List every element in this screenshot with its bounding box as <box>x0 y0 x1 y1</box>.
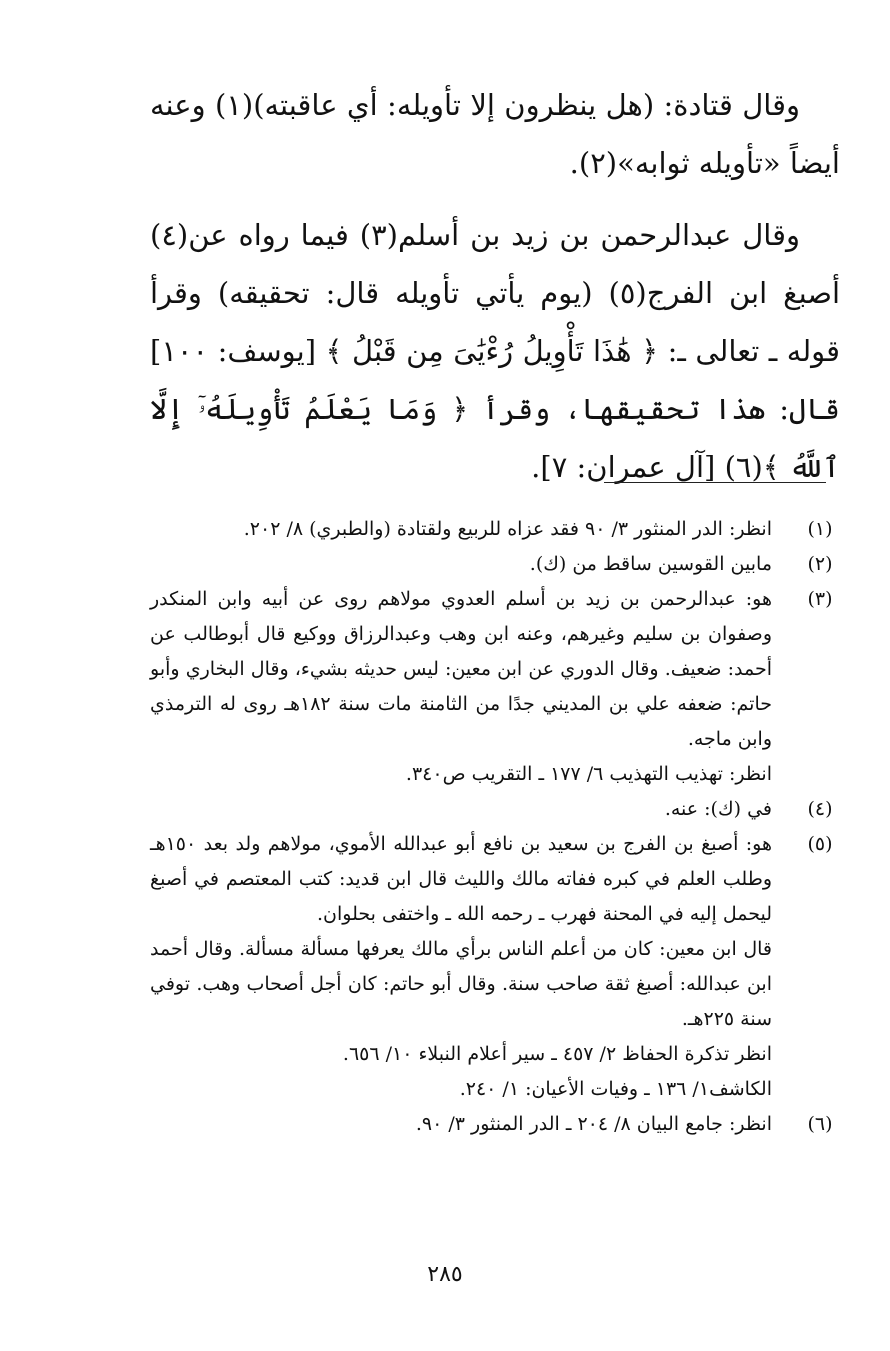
footnote-6 <box>150 1107 840 1142</box>
footnote-5 <box>150 827 840 1107</box>
footnote-number: (٤) <box>807 798 833 820</box>
footnotes <box>150 512 840 1142</box>
footnote-text: انظر: الدر المنثور ٣/ ٩٠ فقد عزاه للربيع ولقتادة (والطبري) ٨/ ٢٠٢. <box>243 518 772 540</box>
paragraph-abdulrahman: وقال عبدالرحمن بن زيد بن أسلم(٣) فيما رواه عن(٤) أصبغ ابن الفرج(٥) (يوم يأتي تأويله قال: تحقيقه) وقرأ قوله ـ تعالى ـ: ﴿ هَٰذَا تَأْوِيلُ رُءْيَٰىَ مِن قَبْلُ ﴾ [يوسف: ١٠٠] قال: هذا تحقيقها، وقرأ ﴿ وَمَا يَعْلَمُ تَأْوِيلَهُۥٓ إِلَّا ٱللَّهُ ﴾(٦) [آل عمران: ٧]. <box>150 218 840 484</box>
footnote-text: انظر: جامع البيان ٨/ ٢٠٤ ـ الدر المنثور ٣/ ٩٠. <box>415 1113 772 1135</box>
main-text <box>150 76 840 496</box>
page-number: ٢٨٥ <box>427 1262 463 1287</box>
footnote-4 <box>150 792 840 827</box>
footnote-separator <box>604 482 826 483</box>
footnote-number: (١) <box>807 518 833 540</box>
paragraph-qatada: وقال قتادة: (هل ينظرون إلا تأويله: أي عاقبته)(١) وعنه أيضاً «تأويله ثوابه»(٢). <box>150 88 840 180</box>
footnote-1 <box>150 512 840 547</box>
footnote-reference: انظر تذكرة الحفاظ ٢/ ٤٥٧ ـ سير أعلام النبلاء ١٠/ ٦٥٦. <box>342 1043 772 1065</box>
footnote-text: هو: أصبغ بن الفرج بن سعيد بن نافع أبو عبدالله الأموي، مولاهم ولد بعد ١٥٠هـ وطلب العلم في كبره ففاته مالك والليث قال ابن قديد: كتب المعتصم في أصبغ ليحمل إليه في المحنة فهرب ـ رحمه الله ـ واختفى بحلوان. <box>150 833 772 925</box>
footnote-3 <box>150 582 840 792</box>
footnote-text: هو: عبدالرحمن بن زيد بن أسلم العدوي مولاهم روى عن أبيه وابن المنكدر وصفوان بن سليم وغيرهم، وعنه ابن وهب وعبدالرزاق ووكيع قال أبوطالب عن أحمد: ضعيف. وقال الدوري عن ابن معين: ليس حديثه بشيء، وقال البخاري وأبو حاتم: ضعفه علي بن المديني جدًا من الثامنة مات سنة ١٨٢هـ روى له الترمذي وابن ماجه. <box>150 588 772 750</box>
footnote-text: مابين القوسين ساقط من (ك). <box>529 553 772 575</box>
footnote-reference: الكاشف١/ ١٣٦ ـ وفيات الأعيان: ١/ ٢٤٠. <box>459 1078 772 1100</box>
footnote-text: في (ك): عنه. <box>664 798 772 820</box>
footnote-text-continued: قال ابن معين: كان من أعلم الناس برأي مالك يعرفها مسألة مسألة. وقال أحمد ابن عبدالله: أصبغ ثقة صاحب سنة. وقال أبو حاتم: كان أجل أصحاب وهب. توفي سنة ٢٢٥هـ. <box>150 938 772 1030</box>
footnote-2 <box>150 547 840 582</box>
footnote-number: (٢) <box>807 553 833 575</box>
footnote-reference: انظر: تهذيب التهذيب ٦/ ١٧٧ ـ التقريب ص٣٤٠. <box>405 763 772 785</box>
footnote-number: (٦) <box>807 1113 833 1135</box>
footnote-number: (٣) <box>807 588 833 610</box>
footnote-number: (٥) <box>807 833 833 855</box>
